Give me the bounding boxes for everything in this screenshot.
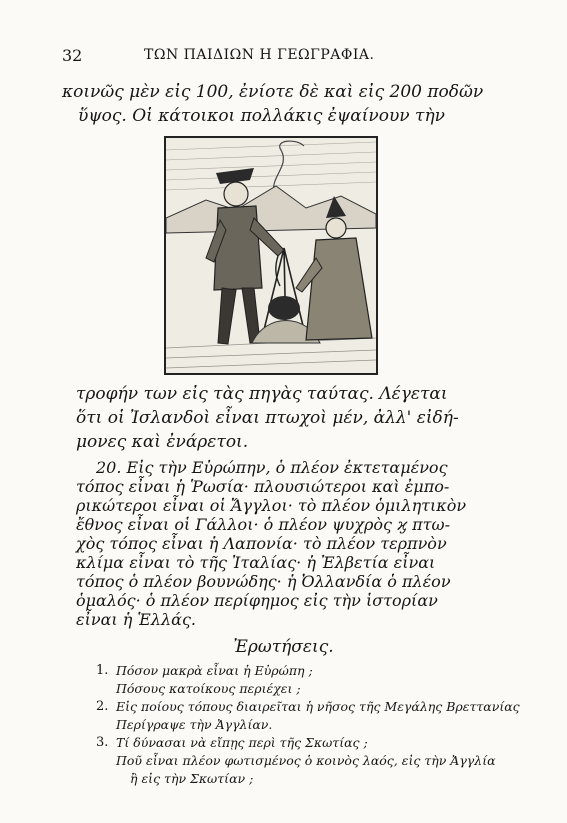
section-20-line: 20. Εἰς τὴν Εὐρώπην, ὁ πλέον ἐκτεταμένος: [96, 458, 448, 477]
page-number: 32: [62, 46, 83, 65]
engraving-illustration-icon: [166, 138, 376, 373]
question-number: 1.: [96, 663, 109, 678]
question-number: 2.: [96, 699, 109, 714]
question-text: Περίγραψε τὴν Ἀγγλίαν.: [116, 717, 273, 732]
section-20-line: ρικώτεροι εἶναι οἱ Ἄγγλοι· τὸ πλέον ὁμιλητικὸν: [76, 496, 467, 515]
question-text: Πόσους κατοίκους περιέχει ;: [116, 681, 301, 696]
section-20-line: τόπος ὁ πλέον βουνώδης· ἡ Ὀλλανδία ὁ πλέον: [76, 572, 451, 591]
question-number: 3.: [96, 735, 109, 750]
text-line: μονες καὶ ἐνάρετοι.: [76, 432, 249, 452]
text-line: ὅτι οἱ Ἰσλανδοὶ εἶναι πτωχοὶ μέν, ἀλλ' εἰδή-: [76, 408, 459, 428]
section-20-line: κλίμα εἶναι τὸ τῆς Ἰταλίας· ἡ Ἐλβετία εἶναι: [76, 553, 436, 572]
text-line: κοινῶς μὲν εἰς 100, ἐνίοτε δὲ καὶ εἰς 200 ποδῶν: [62, 82, 484, 102]
question-text: Πόσον μακρὰ εἶναι ἡ Εὐρώπη ;: [116, 663, 313, 678]
engraving-illustration-icon: [164, 136, 378, 375]
page-header: [62, 46, 502, 68]
section-20-line: ὁμαλός· ὁ πλέον περίφημος εἰς τὴν ἱστορίαν: [76, 591, 438, 610]
section-20-line: ἔθνος εἶναι οἱ Γάλλοι· ὁ πλέον ψυχρὸς ϗ πτω-: [76, 515, 450, 534]
text-line: ὕψος. Οἱ κάτοικοι πολλάκις ἐψαίνουν τὴν: [78, 106, 445, 126]
question-text: Εἰς ποίους τόπους διαιρεῖται ἡ νῆσος τῆς Μεγάλης Βρεττανίας: [116, 699, 520, 714]
question-text: Τί δύνασαι νὰ εἴπῃς περὶ τῆς Σκωτίας ;: [116, 735, 368, 750]
running-title: ΤΩΝ ΠΑΙΔΙΩΝ Η ΓΕΩΓΡΑΦΙΑ.: [144, 47, 375, 63]
question-text: ἢ εἰς τὴν Σκωτίαν ;: [130, 771, 254, 786]
section-20-line: εἶναι ἡ Ἑλλάς.: [76, 610, 197, 629]
text-line: τροφήν των εἰς τὰς πηγὰς ταύτας. Λέγεται: [76, 384, 448, 404]
section-20-line: τόπος εἶναι ἡ Ῥωσία· πλουσιώτεροι καὶ ἐμπο-: [76, 477, 450, 496]
question-text: Ποῦ εἶναι πλέον φωτισμένος ὁ κοινὸς λαός, εἰς τὴν Ἀγγλία: [116, 753, 496, 768]
section-20-line: χὸς τόπος εἶναι ἡ Λαπονία· τὸ πλέον τερπνὸν: [76, 534, 447, 553]
questions-heading: Ἐρωτήσεις.: [233, 637, 334, 657]
